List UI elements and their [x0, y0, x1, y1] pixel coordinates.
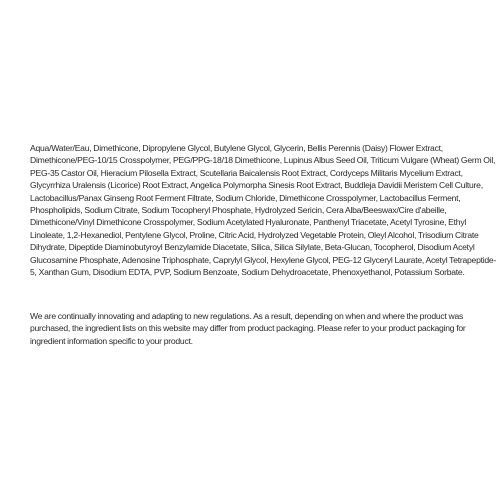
ingredient-disclaimer: We are continually innovating and adapting to new regulations. As a result, depending on when and where the product was purchased, the ingredient lists on this website may differ from product packaging. Please refer to your product packaging for ingredient information specific to your product. [30, 311, 466, 346]
ingredient-list: Aqua/Water/Eau, Dimethicone, Dipropylene Glycol, Butylene Glycol, Glycerin, Bellis Perennis (Daisy) Flower Extract, Dimethicone/PEG-10/15 Crosspolymer, PEG/PPG-18/18 Dimethicone, Lupinus Albus Seed Oil, Triticum Vulgare (Wheat) Germ Oil, PEG-35 Castor Oil, Hieracium Pilosella Extract, Scutellaria Baicalensis Root Extract, Cordyceps Militaris Mycelium Extract, Glycyrrhiza Uralensis (Licorice) Root Extract, Angelica Polymorpha Sinesis Root Extract, Buddleja Davidii Meristem Cell Culture, Lactobacillus/Panax Ginseng Root Ferment Filtrate, Sodium Chloride, Dimethicone Crosspolymer, Lactobacillus Ferment, Phospholipids, Sodium Citrate, Sodium Tocopheryl Phosphate, Hydrolyzed Sericin, Cera Alba/Beeswax/Cire d'abeille, Dimethicone/Vinyl Dimethicone Crosspolymer, Sodium Acetylated Hyaluronate, Panthenyl Triacetate, Acetyl Tyrosine, Ethyl Linoleate, 1,2-Hexanediol, Pentylene Glycol, Proline, Citric Acid, Hydrolyzed Vegetable Protein, Oleyl Alcohol, Trisodium Citrate Dihydrate, Dipeptide Diaminobutyroyl Benzylamide Diacetate, Silica, Silica Silylate, Beta-Glucan, Tocopherol, Disodium Acetyl Glucosamine Phosphate, Adenosine Triphosphate, Caprylyl Glycol, Hexylene Glycol, PEG-12 Glyceryl Laurate, Acetyl Tetrapeptide-5, Xanthan Gum, Disodium EDTA, PVP, Sodium Benzoate, Sodium Dehydroacetate, Phenoxyethanol, Potassium Sorbate. [30, 143, 497, 278]
